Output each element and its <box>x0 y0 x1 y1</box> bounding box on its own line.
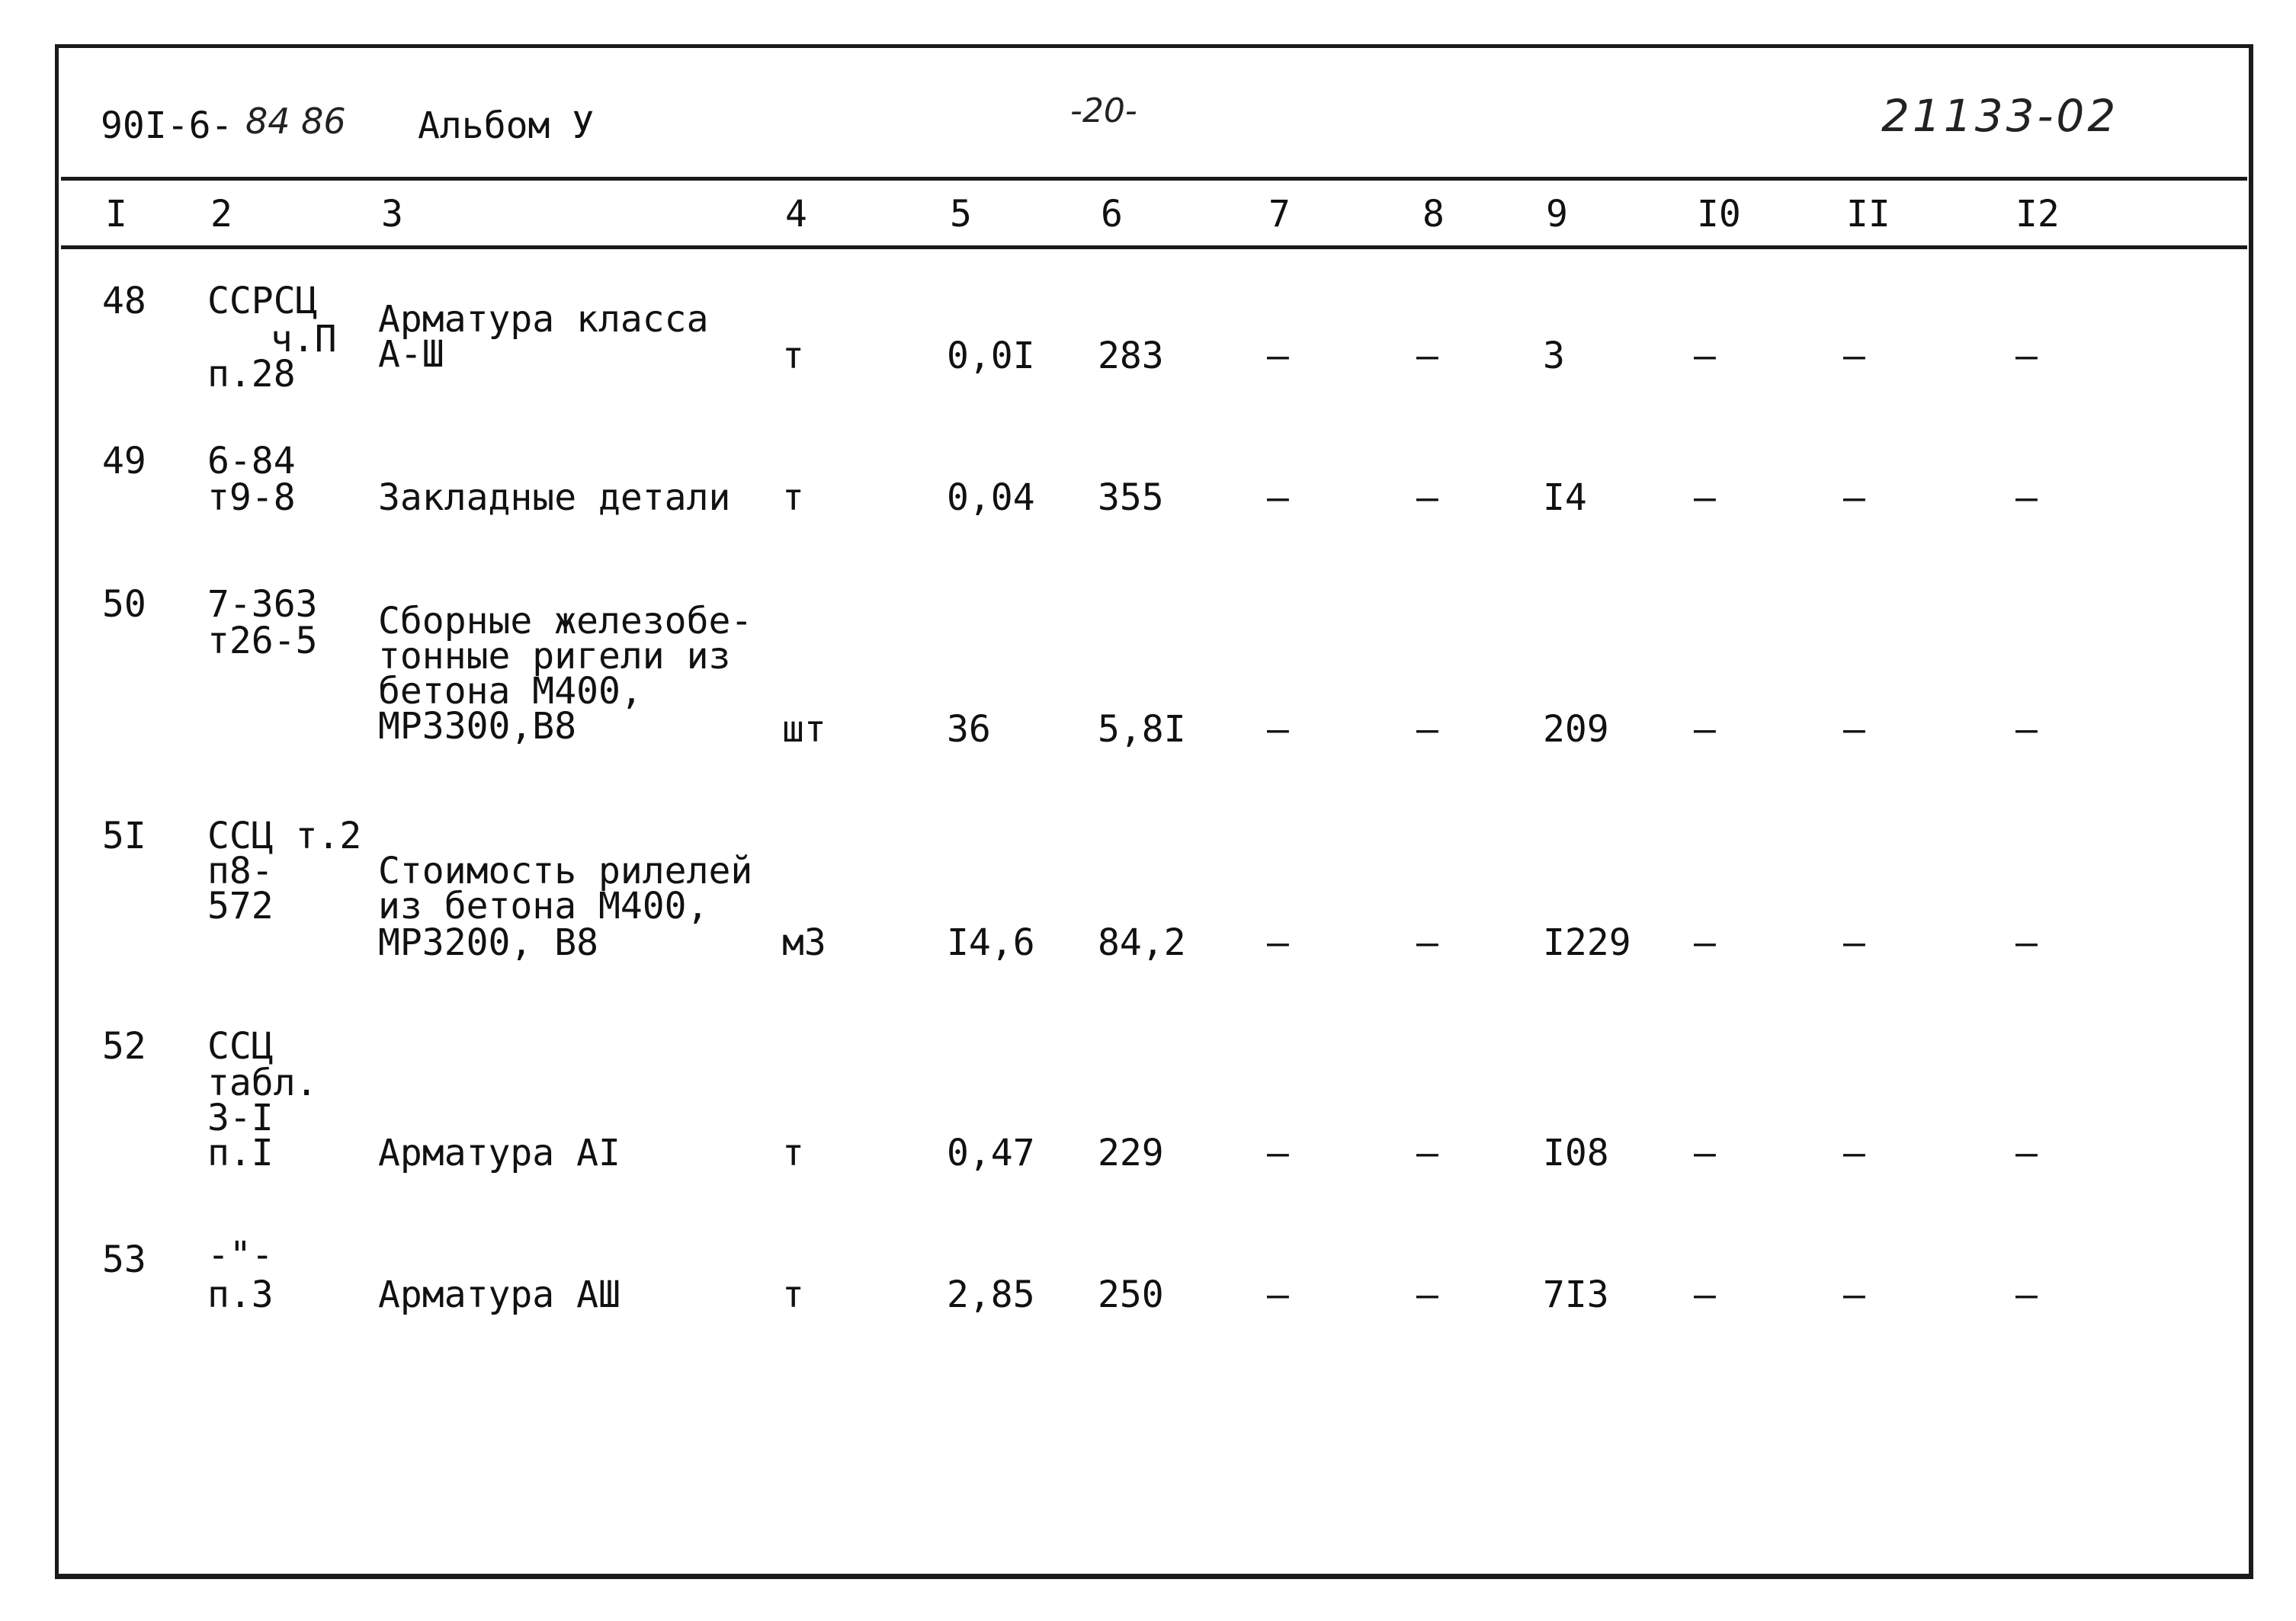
dash-col-12: – <box>2015 708 2038 751</box>
dash-col-10: – <box>1694 921 1716 964</box>
rate-reference: ССЦ т.2 <box>207 815 362 857</box>
item-description: Арматура класса <box>378 298 709 341</box>
unit-price: 283 <box>1098 335 1164 377</box>
item-description: Сборные железобе- <box>378 600 753 642</box>
header-top-rule <box>61 177 2247 181</box>
unit-of-measure: т <box>782 335 804 377</box>
total-cost: 3 <box>1543 335 1565 377</box>
total-cost: I229 <box>1543 921 1631 964</box>
dash-col-12: – <box>2015 335 2038 377</box>
unit-price: 229 <box>1098 1132 1164 1174</box>
dash-col-7: – <box>1267 476 1289 519</box>
dash-col-8: – <box>1416 921 1438 964</box>
item-description: бетона М400, <box>378 670 643 713</box>
item-description: Арматура АШ <box>378 1273 620 1316</box>
rate-reference: 6-84 <box>207 440 296 482</box>
item-description: МРЗ200, В8 <box>378 921 598 964</box>
row-number: 49 <box>102 440 146 482</box>
total-cost: 7I3 <box>1543 1273 1609 1316</box>
column-header-5: 5 <box>950 193 972 235</box>
dash-col-10: – <box>1694 335 1716 377</box>
quantity: 0,04 <box>947 476 1035 519</box>
rate-reference: п8- <box>207 850 274 892</box>
dash-col-7: – <box>1267 335 1289 377</box>
item-description: А-Ш <box>378 333 444 376</box>
dash-col-12: – <box>2015 1273 2038 1316</box>
item-description: Арматура АI <box>378 1132 620 1174</box>
item-description: из бетона М400, <box>378 885 709 927</box>
row-number: 5I <box>102 815 146 857</box>
page-number: -20- <box>1070 91 1137 130</box>
dash-col-11: – <box>1843 335 1865 377</box>
dash-col-12: – <box>2015 1132 2038 1174</box>
rate-reference: ч.П <box>249 318 337 360</box>
dash-col-8: – <box>1416 1132 1438 1174</box>
total-cost: 209 <box>1543 708 1609 751</box>
dash-col-8: – <box>1416 708 1438 751</box>
unit-price: 5,8I <box>1098 708 1186 751</box>
row-number: 52 <box>102 1025 146 1068</box>
dash-col-11: – <box>1843 708 1865 751</box>
doc-number: 21133-02 <box>1881 90 2119 142</box>
rate-reference: п.28 <box>207 353 296 396</box>
album-label: Альбом У <box>418 104 595 147</box>
page-frame <box>55 44 2253 1579</box>
quantity: 2,85 <box>947 1273 1035 1316</box>
row-number: 53 <box>102 1238 146 1281</box>
total-cost: I08 <box>1543 1132 1609 1174</box>
column-header-2: 2 <box>210 193 232 235</box>
unit-of-measure: т <box>782 1273 804 1316</box>
dash-col-10: – <box>1694 1273 1716 1316</box>
rate-reference: 3-I <box>207 1097 274 1139</box>
quantity: 36 <box>947 708 991 751</box>
unit-price: 250 <box>1098 1273 1164 1316</box>
rate-reference: п.I <box>207 1132 274 1174</box>
dash-col-10: – <box>1694 1132 1716 1174</box>
column-header-11: II <box>1846 193 1890 235</box>
unit-price: 84,2 <box>1098 921 1186 964</box>
row-number: 50 <box>102 583 146 626</box>
quantity: I4,6 <box>947 921 1035 964</box>
unit-of-measure: шт <box>782 708 826 751</box>
total-cost: I4 <box>1543 476 1587 519</box>
dash-col-8: – <box>1416 335 1438 377</box>
column-header-1: I <box>105 193 127 235</box>
rate-reference: п.3 <box>207 1273 274 1316</box>
column-header-9: 9 <box>1546 193 1568 235</box>
row-number: 48 <box>102 280 146 322</box>
column-header-7: 7 <box>1268 193 1291 235</box>
dash-col-12: – <box>2015 921 2038 964</box>
document-code: 90I-6- <box>101 104 233 147</box>
quantity: 0,0I <box>947 335 1035 377</box>
item-description: МРЗ300,В8 <box>378 705 577 748</box>
dash-col-8: – <box>1416 476 1438 519</box>
rate-reference: 7-363 <box>207 583 318 626</box>
item-description: Закладные детали <box>378 476 731 519</box>
header-bottom-rule <box>61 245 2247 249</box>
dash-col-11: – <box>1843 921 1865 964</box>
dash-col-7: – <box>1267 921 1289 964</box>
document-code-handwritten: 84 86 <box>245 101 346 142</box>
rate-reference: т9-8 <box>207 476 296 519</box>
rate-reference: табл. <box>207 1062 318 1104</box>
dash-col-8: – <box>1416 1273 1438 1316</box>
dash-col-7: – <box>1267 708 1289 751</box>
rate-reference: ССЦ <box>207 1025 274 1068</box>
dash-col-7: – <box>1267 1132 1289 1174</box>
quantity: 0,47 <box>947 1132 1035 1174</box>
column-header-3: 3 <box>381 193 403 235</box>
item-description: тонные ригели из <box>378 635 731 678</box>
column-header-12: I2 <box>2015 193 2060 235</box>
unit-of-measure: м3 <box>782 921 826 964</box>
dash-col-7: – <box>1267 1273 1289 1316</box>
rate-reference: ССРСЦ <box>207 280 318 322</box>
dash-col-10: – <box>1694 708 1716 751</box>
dash-col-11: – <box>1843 1273 1865 1316</box>
rate-reference: т26-5 <box>207 620 318 662</box>
dash-col-11: – <box>1843 476 1865 519</box>
column-header-4: 4 <box>785 193 807 235</box>
column-header-6: 6 <box>1101 193 1123 235</box>
item-description: Стоимость рилелей <box>378 850 753 892</box>
unit-of-measure: т <box>782 476 804 519</box>
unit-price: 355 <box>1098 476 1164 519</box>
column-header-10: I0 <box>1697 193 1741 235</box>
rate-reference: -"- <box>207 1234 274 1277</box>
dash-col-12: – <box>2015 476 2038 519</box>
dash-col-11: – <box>1843 1132 1865 1174</box>
unit-of-measure: т <box>782 1132 804 1174</box>
column-header-8: 8 <box>1422 193 1445 235</box>
dash-col-10: – <box>1694 476 1716 519</box>
rate-reference: 572 <box>207 885 274 927</box>
